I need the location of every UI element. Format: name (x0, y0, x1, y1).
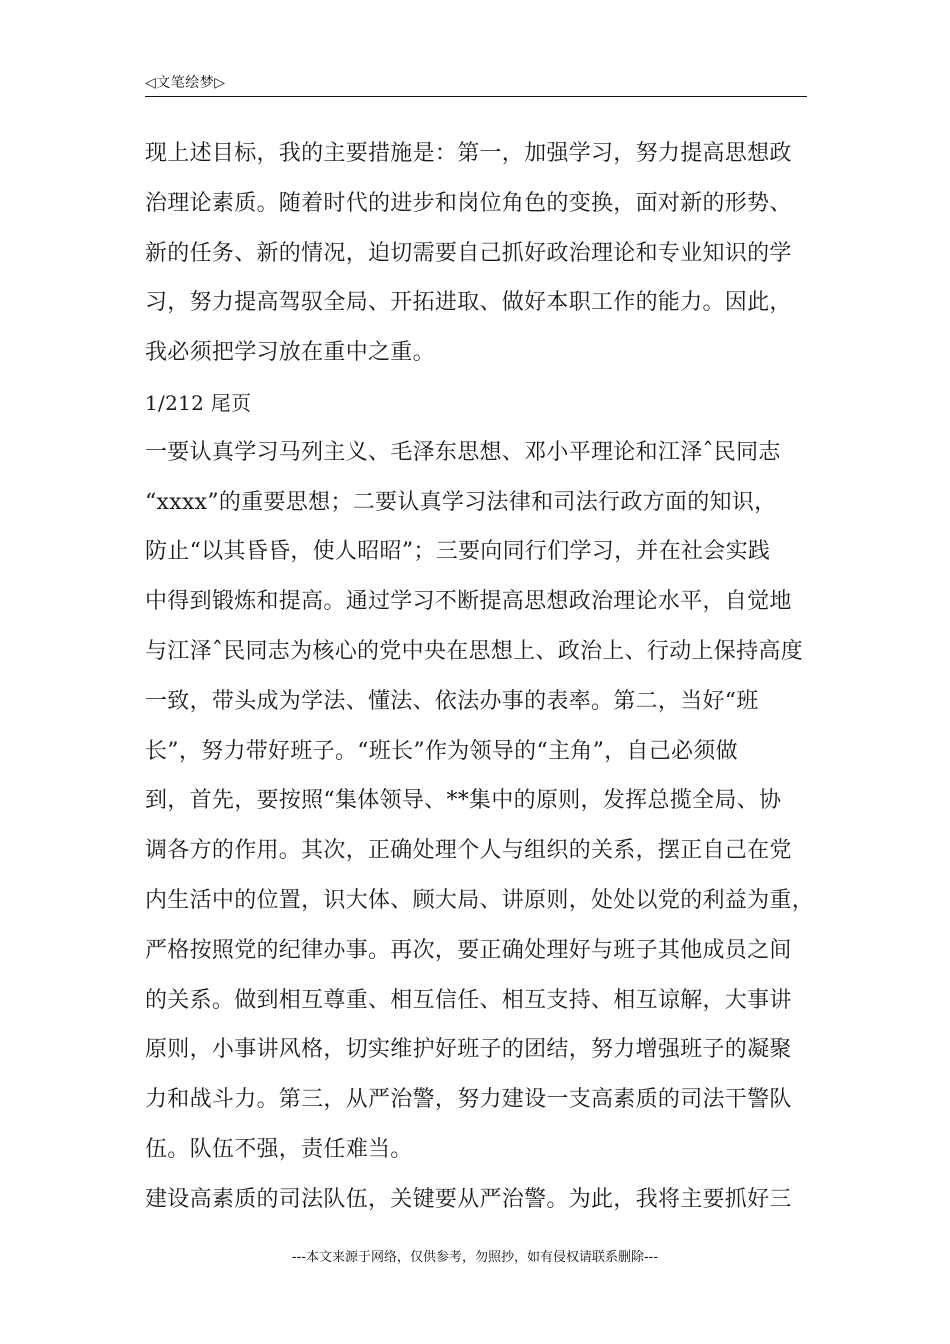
body-line: 力和战斗力。第三，从严治警，努力建设一支高素质的司法干警队 (145, 1087, 792, 1113)
footer-notice: ---本文来源于网络，仅供参考，勿照抄，如有侵权请联系删除--- (291, 1250, 659, 1265)
document-body (145, 134, 820, 1230)
body-line: 与江泽ˆ民同志为核心的党中央在思想上、政治上、行动上保持高度 (145, 638, 804, 664)
body-line: 一要认真学习马列主义、毛泽东思想、邓小平理论和江泽ˆ民同志 (145, 439, 781, 465)
body-line: 中得到锻炼和提高。通过学习不断提高思想政治理论水平，自觉地 (145, 589, 792, 615)
document-header: ◁文笔绘梦▷ (145, 75, 226, 91)
body-line: 调各方的作用。其次，正确处理个人与组织的关系，摆正自己在党 (145, 838, 792, 864)
body-line: “xxxx”的重要思想；二要认真学习法律和司法行政方面的知识， (145, 489, 777, 515)
body-line: 新的任务、新的情况，迫切需要自己抓好政治理论和专业知识的学 (145, 240, 792, 266)
body-line: 严格按照党的纪律办事。再次，要正确处理好与班子其他成员之间 (145, 937, 792, 963)
body-line: 到，首先，要按照“集体领导、**集中的原则，发挥总揽全局、协 (145, 788, 782, 814)
header-divider (145, 96, 807, 97)
body-line: 的关系。做到相互尊重、相互信任、相互支持、相互谅解，大事讲 (145, 987, 792, 1013)
body-line: 原则，小事讲风格，切实维护好班子的团结，努力增强班子的凝聚 (145, 1037, 792, 1063)
body-line: 建设高素质的司法队伍，关键要从严治警。为此，我将主要抓好三 (145, 1186, 792, 1212)
body-line: 我必须把学习放在重中之重。 (145, 340, 435, 366)
body-line: 内生活中的位置，识大体、顾大局、讲原则，处处以党的利益为重， (145, 887, 815, 913)
body-line: 伍。队伍不强，责任难当。 (145, 1136, 413, 1162)
body-line: 治理论素质。随着时代的进步和岗位角色的变换，面对新的形势、 (145, 190, 792, 216)
body-line: 防止“以其昏昏，使人昭昭”；三要向同行们学习，并在社会实践 (145, 539, 771, 565)
body-line: 现上述目标，我的主要措施是：第一，加强学习，努力提高思想政 (145, 141, 792, 166)
body-line: 一致，带头成为学法、懂法、依法办事的表率。第二，当好“班 (145, 688, 759, 714)
page-indicator: 1/212 尾页 (145, 390, 252, 415)
body-line: 习，努力提高驾驭全局、开拓进取、做好本职工作的能力。因此， (145, 290, 792, 316)
body-line: 长”，努力带好班子。“班长”作为领导的“主角”，自己必须做 (145, 738, 738, 764)
